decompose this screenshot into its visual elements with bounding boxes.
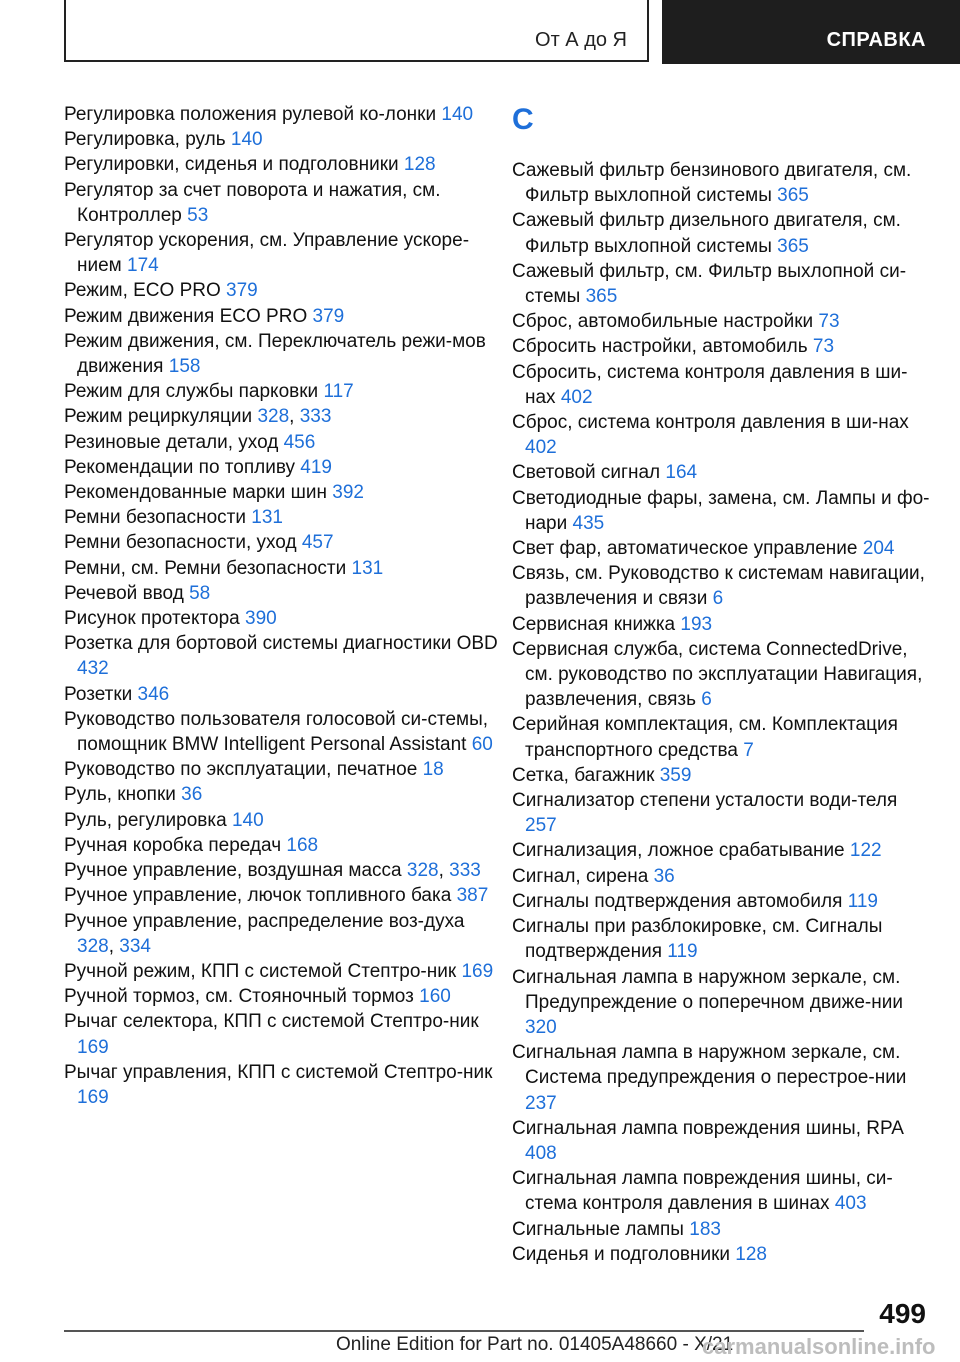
entry-text: Ремни, см. Ремни безопасности	[64, 557, 352, 579]
page-link[interactable]: 73	[818, 311, 840, 333]
page-link[interactable]: 320	[525, 1016, 557, 1038]
index-entry	[512, 158, 932, 208]
page-link[interactable]: 183	[689, 1218, 721, 1240]
index-entry	[512, 712, 932, 762]
index-entry	[512, 612, 932, 637]
page-link[interactable]: 456	[283, 431, 316, 453]
page-link[interactable]: 379	[226, 280, 258, 302]
header-tab[interactable]	[662, 0, 960, 64]
index-entry: Ручное управление, распределение воз-духа 328, 334	[64, 910, 465, 957]
page-link[interactable]: 390	[245, 608, 277, 630]
page-link[interactable]: 365	[777, 185, 809, 207]
page-link[interactable]: 408	[525, 1142, 557, 1164]
page-link[interactable]: 328	[77, 935, 109, 957]
page-link[interactable]: 387	[456, 885, 489, 907]
page-link[interactable]: 58	[189, 582, 211, 604]
page-link[interactable]: 379	[312, 305, 345, 327]
index-entries	[512, 158, 932, 1267]
index-entry	[64, 883, 504, 908]
index-entry	[64, 480, 504, 505]
page-link[interactable]: 160	[419, 986, 451, 1008]
entry-text: Сигнализация, ложное срабатывание	[512, 840, 850, 862]
entry-text: Режим для службы парковки	[64, 381, 324, 403]
index-entry	[512, 889, 932, 914]
entry-text: Связь, см. Руководство к системам навигации, развлечения и связи	[512, 563, 925, 610]
page-link[interactable]: 131	[251, 507, 283, 529]
page-link[interactable]: 140	[231, 809, 264, 831]
entry-text: Сетка, багажник	[512, 764, 660, 786]
page-link[interactable]: 359	[659, 764, 692, 786]
entry-text: Регулятор за счет поворота и нажатия, см. Контроллер	[64, 179, 441, 226]
index-entry	[64, 757, 504, 782]
index-entry	[64, 606, 504, 631]
entry-text: Розетка для бортовой системы диагностики OBD	[64, 633, 498, 655]
index-entry	[64, 984, 504, 1009]
page-link[interactable]: 346	[137, 683, 170, 705]
entry-text: Сигнальная лампа повреждения шины, си-стема контроля давления в шинах	[512, 1168, 893, 1215]
entry-text: Руль, регулировка	[64, 809, 232, 831]
index-entry	[64, 379, 504, 404]
index-entry	[64, 127, 504, 152]
index-entry	[64, 556, 504, 581]
page-link[interactable]: 169	[77, 1036, 109, 1058]
index-entry	[64, 1009, 504, 1059]
page-link[interactable]: 168	[286, 834, 319, 856]
entry-text: Сброс, автомобильные настройки	[512, 311, 819, 333]
index-entry	[64, 782, 504, 807]
index-entry	[64, 631, 504, 681]
entry-text: Сигналы подтверждения автомобиля	[512, 890, 848, 912]
index-entry	[64, 455, 504, 480]
index-entry	[64, 152, 504, 177]
entry-text: Ручное управление, лючок топливного бака	[64, 885, 457, 907]
entry-text: Сервисная книжка	[512, 613, 681, 635]
index-entry	[512, 763, 932, 788]
header-section-box	[64, 0, 649, 62]
page-link[interactable]: 36	[181, 784, 203, 806]
entry-text: Руководство пользователя голосовой си-стемы, помощник BMW Intelligent Personal Assistant	[64, 708, 489, 756]
index-entry	[512, 1217, 932, 1242]
page-link[interactable]: 257	[525, 815, 557, 837]
page-link[interactable]: 119	[847, 890, 878, 912]
entry-text: Рисунок протектора	[64, 608, 245, 630]
footer-edition: Online Edition for Part no. 01405A48660 - X/21	[336, 1334, 734, 1355]
index-column-right	[512, 102, 932, 1267]
entry-text: Сбросить настройки, автомобиль	[512, 336, 813, 358]
entry-text: Сиденья и подголовники	[512, 1243, 736, 1265]
page-link[interactable]: 158	[168, 356, 201, 378]
page-link[interactable]: 328	[257, 406, 290, 428]
entry-text: Сигнальная лампа в наружном зеркале, см. Предупреждение о поперечном движе-нии	[512, 966, 903, 1013]
page-link[interactable]: 333	[449, 860, 481, 882]
index-entry	[64, 959, 504, 984]
page-link[interactable]: 18	[422, 759, 444, 781]
index-entry	[512, 536, 932, 561]
index-entry	[512, 788, 932, 838]
entry-text: Светодиодные фары, замена, см. Лампы и фо-нари	[512, 487, 930, 534]
entry-text: Ремни безопасности	[64, 507, 252, 529]
page-link[interactable]: 204	[862, 538, 895, 560]
page-link[interactable]: 328	[406, 860, 439, 882]
entry-text: Регулятор ускорения, см. Управление ускоре-нием	[64, 230, 470, 277]
index-entry	[512, 637, 932, 713]
entry-text: Регулировки, сиденья и подголовники	[64, 154, 404, 176]
page-link[interactable]: 333	[299, 406, 332, 428]
index-entry	[64, 808, 504, 833]
entry-text: Сбросить, система контроля давления в ши-нах	[512, 361, 908, 408]
page-link[interactable]: 365	[777, 235, 809, 257]
entry-text: Рычаг селектора, КПП с системой Стептро-ник	[64, 1011, 479, 1033]
entry-text: Сигнализатор степени усталости води-теля	[512, 790, 898, 812]
entry-text: Режим движения, см. Переключатель режи-мов движения	[64, 330, 486, 378]
index-entry	[512, 561, 932, 611]
page-link[interactable]: 432	[77, 658, 109, 680]
index-entry	[64, 707, 504, 757]
entry-text: Сигналы при разблокировке, см. Сигналы подтверждения	[512, 916, 883, 963]
entry-text: Регулировка, руль	[64, 129, 231, 151]
page-link[interactable]: 402	[525, 437, 557, 459]
index-entry	[512, 838, 932, 863]
page-link[interactable]: 36	[653, 865, 675, 887]
entry-text: Ручная коробка передач	[64, 834, 287, 856]
entry-text: Сажевый фильтр, см. Фильтр выхлопной си-стемы	[512, 260, 907, 308]
entry-text: Сигнальная лампа в наружном зеркале, см. Система предупреждения о перестрое-нии	[512, 1042, 907, 1089]
entry-text: Рекомендованные марки шин	[64, 482, 333, 504]
index-entry	[64, 178, 504, 228]
page-link[interactable]: 128	[735, 1243, 767, 1265]
index-column-left	[64, 102, 504, 1110]
index-entry	[64, 530, 504, 555]
index-entry	[512, 334, 932, 359]
letter-heading: С	[512, 103, 534, 136]
page-link[interactable]: 73	[812, 336, 835, 358]
page-link[interactable]: 403	[834, 1193, 867, 1215]
index-entry	[512, 1242, 932, 1267]
entry-text: Ручной режим, КПП с системой Стептро-ник	[64, 960, 462, 982]
index-entry	[512, 1040, 932, 1116]
entry-text: Режим рециркуляции	[64, 406, 258, 428]
index-entry	[512, 259, 932, 309]
page-link[interactable]: 164	[665, 462, 698, 484]
entry-text: Ручной тормоз, см. Стояночный тормоз	[64, 986, 420, 1008]
index-entry	[64, 329, 504, 379]
index-entry	[64, 581, 504, 606]
index-entry	[64, 278, 504, 303]
page-link[interactable]: 60	[471, 734, 493, 756]
index-entry	[64, 228, 504, 278]
page-link[interactable]: 169	[461, 960, 494, 982]
index-entry	[512, 965, 932, 1041]
index-entry	[64, 833, 504, 858]
page-link[interactable]: 174	[127, 255, 159, 277]
index-entry	[512, 460, 932, 485]
entry-text: Регулировка положения рулевой ко-лонки	[64, 104, 442, 125]
entry-text: Резиновые детали, уход	[64, 431, 284, 453]
entry-text: Руль, кнопки	[64, 784, 182, 806]
page-link[interactable]: 119	[667, 941, 698, 963]
footer-divider	[64, 1330, 864, 1332]
entry-text: Режим, ECO PRO	[64, 280, 227, 302]
page-link[interactable]: 419	[300, 456, 332, 478]
entry-text: Сигнальные лампы	[512, 1218, 690, 1240]
page-link[interactable]: 169	[77, 1086, 109, 1108]
index-entry	[64, 102, 504, 127]
entry-text: Ремни безопасности, уход	[64, 532, 302, 554]
page-link[interactable]: 402	[560, 386, 593, 408]
entry-text: Розетки	[64, 683, 138, 705]
entry-text: Ручное управление, воздушная масса	[64, 860, 407, 882]
page-link[interactable]: 193	[680, 613, 713, 635]
tab-label: СПРАВКА	[826, 29, 926, 51]
index-entry	[64, 505, 504, 530]
index-entry	[512, 309, 932, 334]
entry-text: Руководство по эксплуатации, печатное	[64, 759, 423, 781]
index-entry: Режим рециркуляции 328, 333	[64, 406, 332, 428]
entry-text: Рычаг управления, КПП с системой Стептро-ник	[64, 1061, 493, 1083]
page-link[interactable]: 457	[301, 532, 334, 554]
index-entry	[512, 360, 932, 410]
index-entry	[64, 430, 504, 455]
page-link[interactable]: 237	[525, 1092, 557, 1114]
entry-text: Сброс, система контроля давления в ши-нах	[512, 412, 909, 434]
index-entry	[64, 682, 504, 707]
entry-text: Свет фар, автоматическое управление	[512, 538, 863, 560]
page-link[interactable]: 131	[351, 557, 384, 579]
entry-text: Серийная комплектация, см. Комплектация транспортного средства	[512, 714, 898, 761]
index-entry	[512, 410, 932, 460]
page-link[interactable]: 6	[701, 689, 712, 711]
entry-text: Речевой ввод	[64, 582, 190, 604]
index-entry	[512, 208, 932, 258]
page-link[interactable]: 6	[712, 588, 724, 610]
page-link[interactable]: 128	[403, 154, 436, 176]
entry-text: Ручное управление, распределение воз-духа	[64, 910, 465, 932]
page-link[interactable]: 122	[849, 840, 882, 862]
page-link[interactable]: 53	[187, 204, 209, 226]
watermark: carmanualsonline.info	[702, 1334, 936, 1359]
page-link[interactable]: 117	[323, 381, 354, 403]
entry-text: Световой сигнал	[512, 462, 666, 484]
index-entry: Ручное управление, воздушная масса 328, 333	[64, 860, 481, 882]
index-entry	[512, 914, 932, 964]
section-title: От А до Я	[535, 29, 627, 51]
index-entry	[64, 304, 504, 329]
entry-text: Сервисная служба, система ConnectedDrive, см. руководство по эксплуатации Навигация, развлечения, связь	[512, 638, 923, 711]
index-entry	[64, 1060, 504, 1110]
entry-text: Рекомендации по топливу	[64, 456, 301, 478]
entry-text: Режим движения ECO PRO	[64, 305, 313, 327]
entry-text: Сажевый фильтр бензинового двигателя, см. Фильтр выхлопной системы	[512, 160, 912, 207]
page-link[interactable]: 140	[230, 129, 263, 151]
entry-text: Сажевый фильтр дизельного двигателя, см. Фильтр выхлопной системы	[512, 210, 901, 257]
page-link[interactable]: 365	[585, 286, 618, 308]
entry-text: Сигнальная лампа повреждения шины, RPA	[512, 1117, 903, 1139]
page-link[interactable]: 7	[743, 739, 754, 761]
page-number: 499	[879, 1298, 926, 1329]
page-link[interactable]: 334	[119, 935, 151, 957]
page-link[interactable]: 392	[332, 482, 364, 504]
page-link[interactable]: 140	[441, 104, 474, 125]
entry-text: Сигнал, сирена	[512, 865, 654, 887]
index-entry	[512, 486, 932, 536]
index-entry	[512, 1166, 932, 1216]
index-entry	[512, 864, 932, 889]
page-link[interactable]: 435	[572, 512, 605, 534]
index-entry	[512, 1116, 932, 1166]
